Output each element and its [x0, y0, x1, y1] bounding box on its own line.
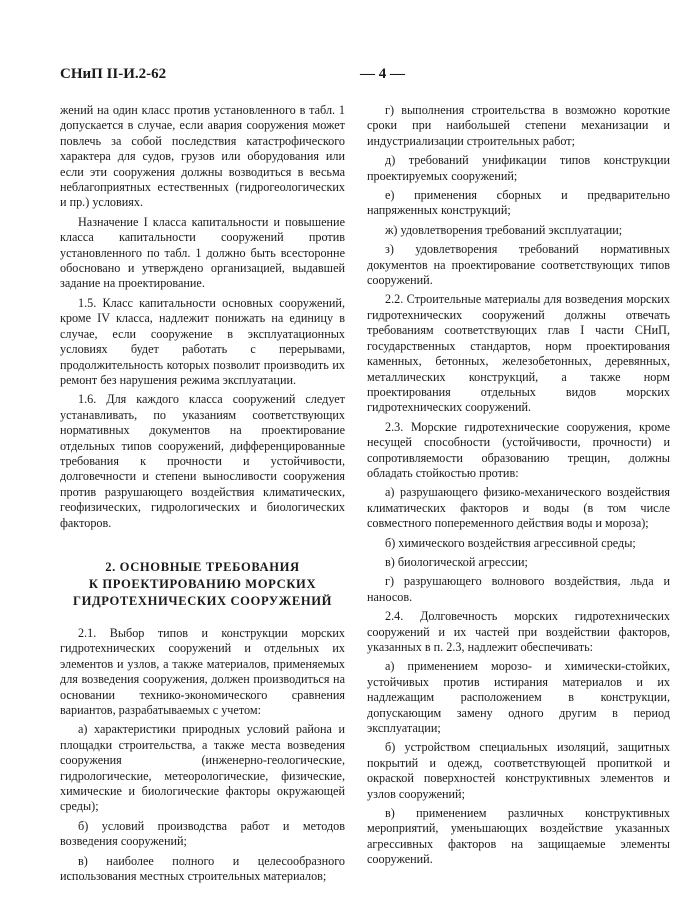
- left-column: [60, 103, 345, 888]
- paragraph: 2.1. Выбор типов и конструкции морских гидротехнических сооружений и отдельных их элементов и узлов, а также материалов, применяемых для возведения сооружения, должен производиться на основании технико-экономического сравнения вариантов, разрабатываемых с учетом:: [60, 625, 345, 717]
- paragraph: 2.2. Строительные материалы для возведения морских гидротехнических сооружений должны отвечать требованиям соответствующих глав I части СНиП, государственных стандартов, норм проектирования каменных, бетонных, железобетонных, деревянных, металлических конструкций, а также норм проектирования отдельных видов морских гидротехнических сооружений.: [367, 292, 670, 415]
- paragraph: в) применением различных конструктивных мероприятий, уменьшающих воздействие указанных агрессивных факторов на защищаемые элементы сооружений.: [367, 806, 670, 867]
- paragraph: ж) удовлетворения требований эксплуатации;: [385, 222, 623, 237]
- paragraph: 2.3. Морские гидротехнические сооружения, кроме несущей способности (устойчивости, прочности) и сопротивляемости образованию трещин, должны обладать стойкостью против:: [367, 419, 670, 480]
- page-header: [60, 66, 670, 88]
- paragraph: б) химического воздействия агрессивной среды;: [385, 535, 636, 550]
- paragraph: а) применением морозо- и химически-стойких, устойчивых против истирания материалов и их надлежащим расположением в конструкции, допускающим замену одного другим в период эксплуатации;: [367, 659, 670, 736]
- paragraph: в) биологической агрессии;: [385, 554, 528, 569]
- paragraph: 2.4. Долговечность морских гидротехнических сооружений и их частей при воздействии факторов, указанных в п. 2.3, надлежит обеспечивать:: [367, 609, 670, 654]
- page-number: — 4 —: [360, 66, 405, 82]
- paragraph: 1.6. Для каждого класса сооружений следует устанавливать, по указаниям соответствующих нормативных документов на проектирование отдельных типов сооружений, дифференцированные требования к прочности и устойчивости, долговечности и степени выносливости сооружения против разрушающего воздействия климатических, геофизических, гидрологических и биологических факторов.: [60, 392, 345, 530]
- paragraph: Назначение I класса капитальности и повышение класса капитальности сооружений против установленного по табл. 1 должно быть всесторонне обосновано и утверждено организацией, выдавшей задание на проектирование.: [60, 214, 345, 291]
- document-code: СНиП II-И.2-62: [60, 66, 167, 82]
- paragraph: е) применения сборных и предварительно напряженных конструкций;: [367, 188, 670, 218]
- paragraph: з) удовлетворения требований нормативных документов на проектирование соответствующих типов сооружений.: [367, 242, 670, 288]
- section-heading: [60, 559, 345, 610]
- paragraph: жений на один класс против установленного в табл. 1 допускается в случае, если авария сооружения может повлечь за собой последствия катастрофического характера для судов, грузов или оборудования или если эти сооружения должны возводиться в весьма неблагоприятных естественных (гидрогеологических и пр.) условиях.: [60, 103, 345, 210]
- right-column: [367, 103, 670, 872]
- paragraph: г) разрушающего волнового воздействия, льда и наносов.: [367, 574, 670, 604]
- paragraph: а) характеристики природных условий района и площадки строительства, а также места возведения сооружения (инженерно-геологические, гидрологические, метеорологические, физические, химические и биологические факторы окружающей среды);: [60, 722, 345, 814]
- section-heading-line: 2. ОСНОВНЫЕ ТРЕБОВАНИЯ: [105, 559, 300, 574]
- paragraph: в) наиболее полного и целесообразного использования местных строительных материалов;: [60, 853, 345, 884]
- paragraph: б) устройством специальных изоляций, защитных покрытий и одежд, соответствующей пропиткой и окраской поверхностей конструктивных элементов и узлов сооружений;: [367, 740, 670, 801]
- paragraph: а) разрушающего физико-механического воздействия климатических факторов и воды (в том числе совместного попеременного действия воды и мороза);: [367, 485, 670, 531]
- paragraph: д) требований унификации типов конструкции проектируемых сооружений;: [367, 153, 670, 183]
- section-heading-line: К ПРОЕКТИРОВАНИЮ МОРСКИХ: [88, 576, 317, 591]
- paragraph: г) выполнения строительства в возможно короткие сроки при наибольшей степени механизации и индустриализации строительных работ;: [367, 103, 670, 148]
- paragraph: 1.5. Класс капитальности основных сооружений, кроме IV класса, надлежит понижать на единицу в случае, если сооружение в эксплуатационных условиях будет работать с перерывами, продолжительность которых позволит производить их ремонт без нарушения режима эксплуатации.: [60, 295, 345, 387]
- section-heading-line: ГИДРОТЕХНИЧЕСКИХ СООРУЖЕНИЙ: [72, 593, 333, 608]
- paragraph: б) условий производства работ и методов возведения сооружений;: [60, 818, 345, 849]
